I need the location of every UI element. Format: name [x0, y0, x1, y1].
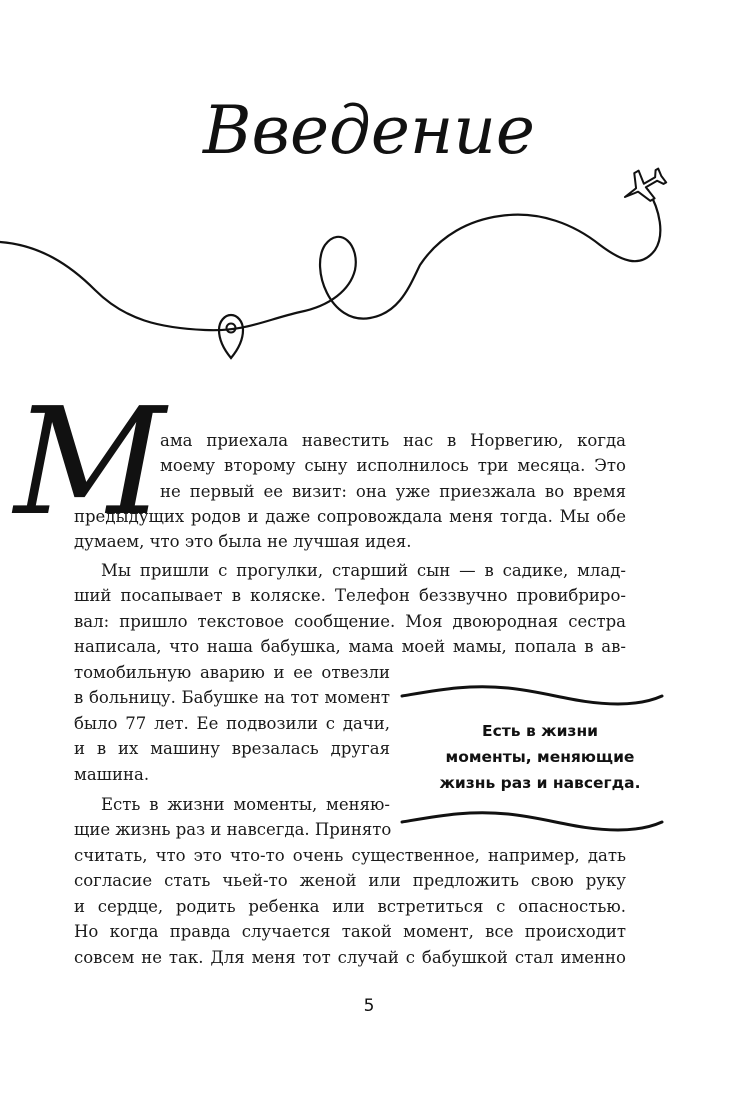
- text-line: машина.: [74, 764, 150, 784]
- pull-quote-line: жизнь раз и навсегда.: [439, 774, 641, 792]
- paragraph-3-wrap: [74, 792, 390, 843]
- text-line: моему второму сыну исполнилось три месяца. Это: [160, 456, 626, 476]
- pull-quote: [420, 718, 660, 796]
- pull-quote-line: моменты, меняющие: [445, 748, 635, 766]
- text-line: Есть в жизни моменты, меняю-: [101, 795, 390, 814]
- paragraph-1-continued: [74, 504, 626, 555]
- text-line: думаем, что это была не лучшая идея.: [74, 532, 412, 552]
- paragraph-1: [160, 428, 626, 504]
- paragraph-2-wrap: [74, 660, 390, 787]
- chapter-title: Введение: [203, 92, 535, 169]
- text-line: вал: пришло текстовое сообщение. Моя двоюродная сестра: [74, 611, 626, 631]
- text-line: и в их машину врезалась другая: [74, 739, 390, 759]
- text-line: в больницу. Бабушке на тот момент: [74, 688, 390, 708]
- text-line: предыдущих родов и даже сопровождала меня тогда. Мы обе: [74, 507, 626, 526]
- text-line: не первый ее визит: она уже приезжала во время: [160, 481, 626, 501]
- flight-path-illustration: [0, 150, 738, 380]
- pull-quote-line: Есть в жизни: [481, 722, 599, 740]
- text-line: согласие стать чьей-то женой или предложить свою руку: [74, 871, 626, 891]
- text-line: было 77 лет. Ее подвозили с дачи,: [74, 713, 390, 733]
- text-line: щие жизнь раз и навсегда. Принято: [74, 820, 392, 840]
- paragraph-2: [74, 558, 626, 660]
- text-line: томобильную аварию и ее отвезли: [74, 663, 390, 682]
- location-pin-icon: [219, 315, 243, 358]
- pullquote-top-wave: [398, 676, 668, 716]
- text-line: ама приехала навестить нас в Норвегию, когда: [160, 431, 626, 450]
- text-line: и сердце, родить ребенка или встретиться с опасностью.: [74, 896, 626, 916]
- text-line: Но когда правда случается такой момент, все происходит: [74, 922, 626, 942]
- drop-cap: М: [14, 376, 166, 548]
- page-number: 5: [363, 996, 375, 1016]
- text-line: совсем не так. Для меня тот случай с бабушкой стал именно: [74, 947, 626, 967]
- flight-path-line: [0, 190, 660, 330]
- pullquote-bottom-wave: [398, 800, 668, 840]
- paragraph-3: [74, 843, 626, 970]
- text-line: Мы пришли с прогулки, старший сын — в садике, млад-: [101, 561, 626, 580]
- text-line: ший посапывает в коляске. Телефон беззвучно провибриро-: [74, 586, 626, 606]
- airplane-icon: [617, 162, 670, 211]
- text-line: считать, что это что-то очень существенное, например, дать: [74, 846, 626, 865]
- text-line: написала, что наша бабушка, мама моей мамы, попала в ав-: [74, 637, 626, 657]
